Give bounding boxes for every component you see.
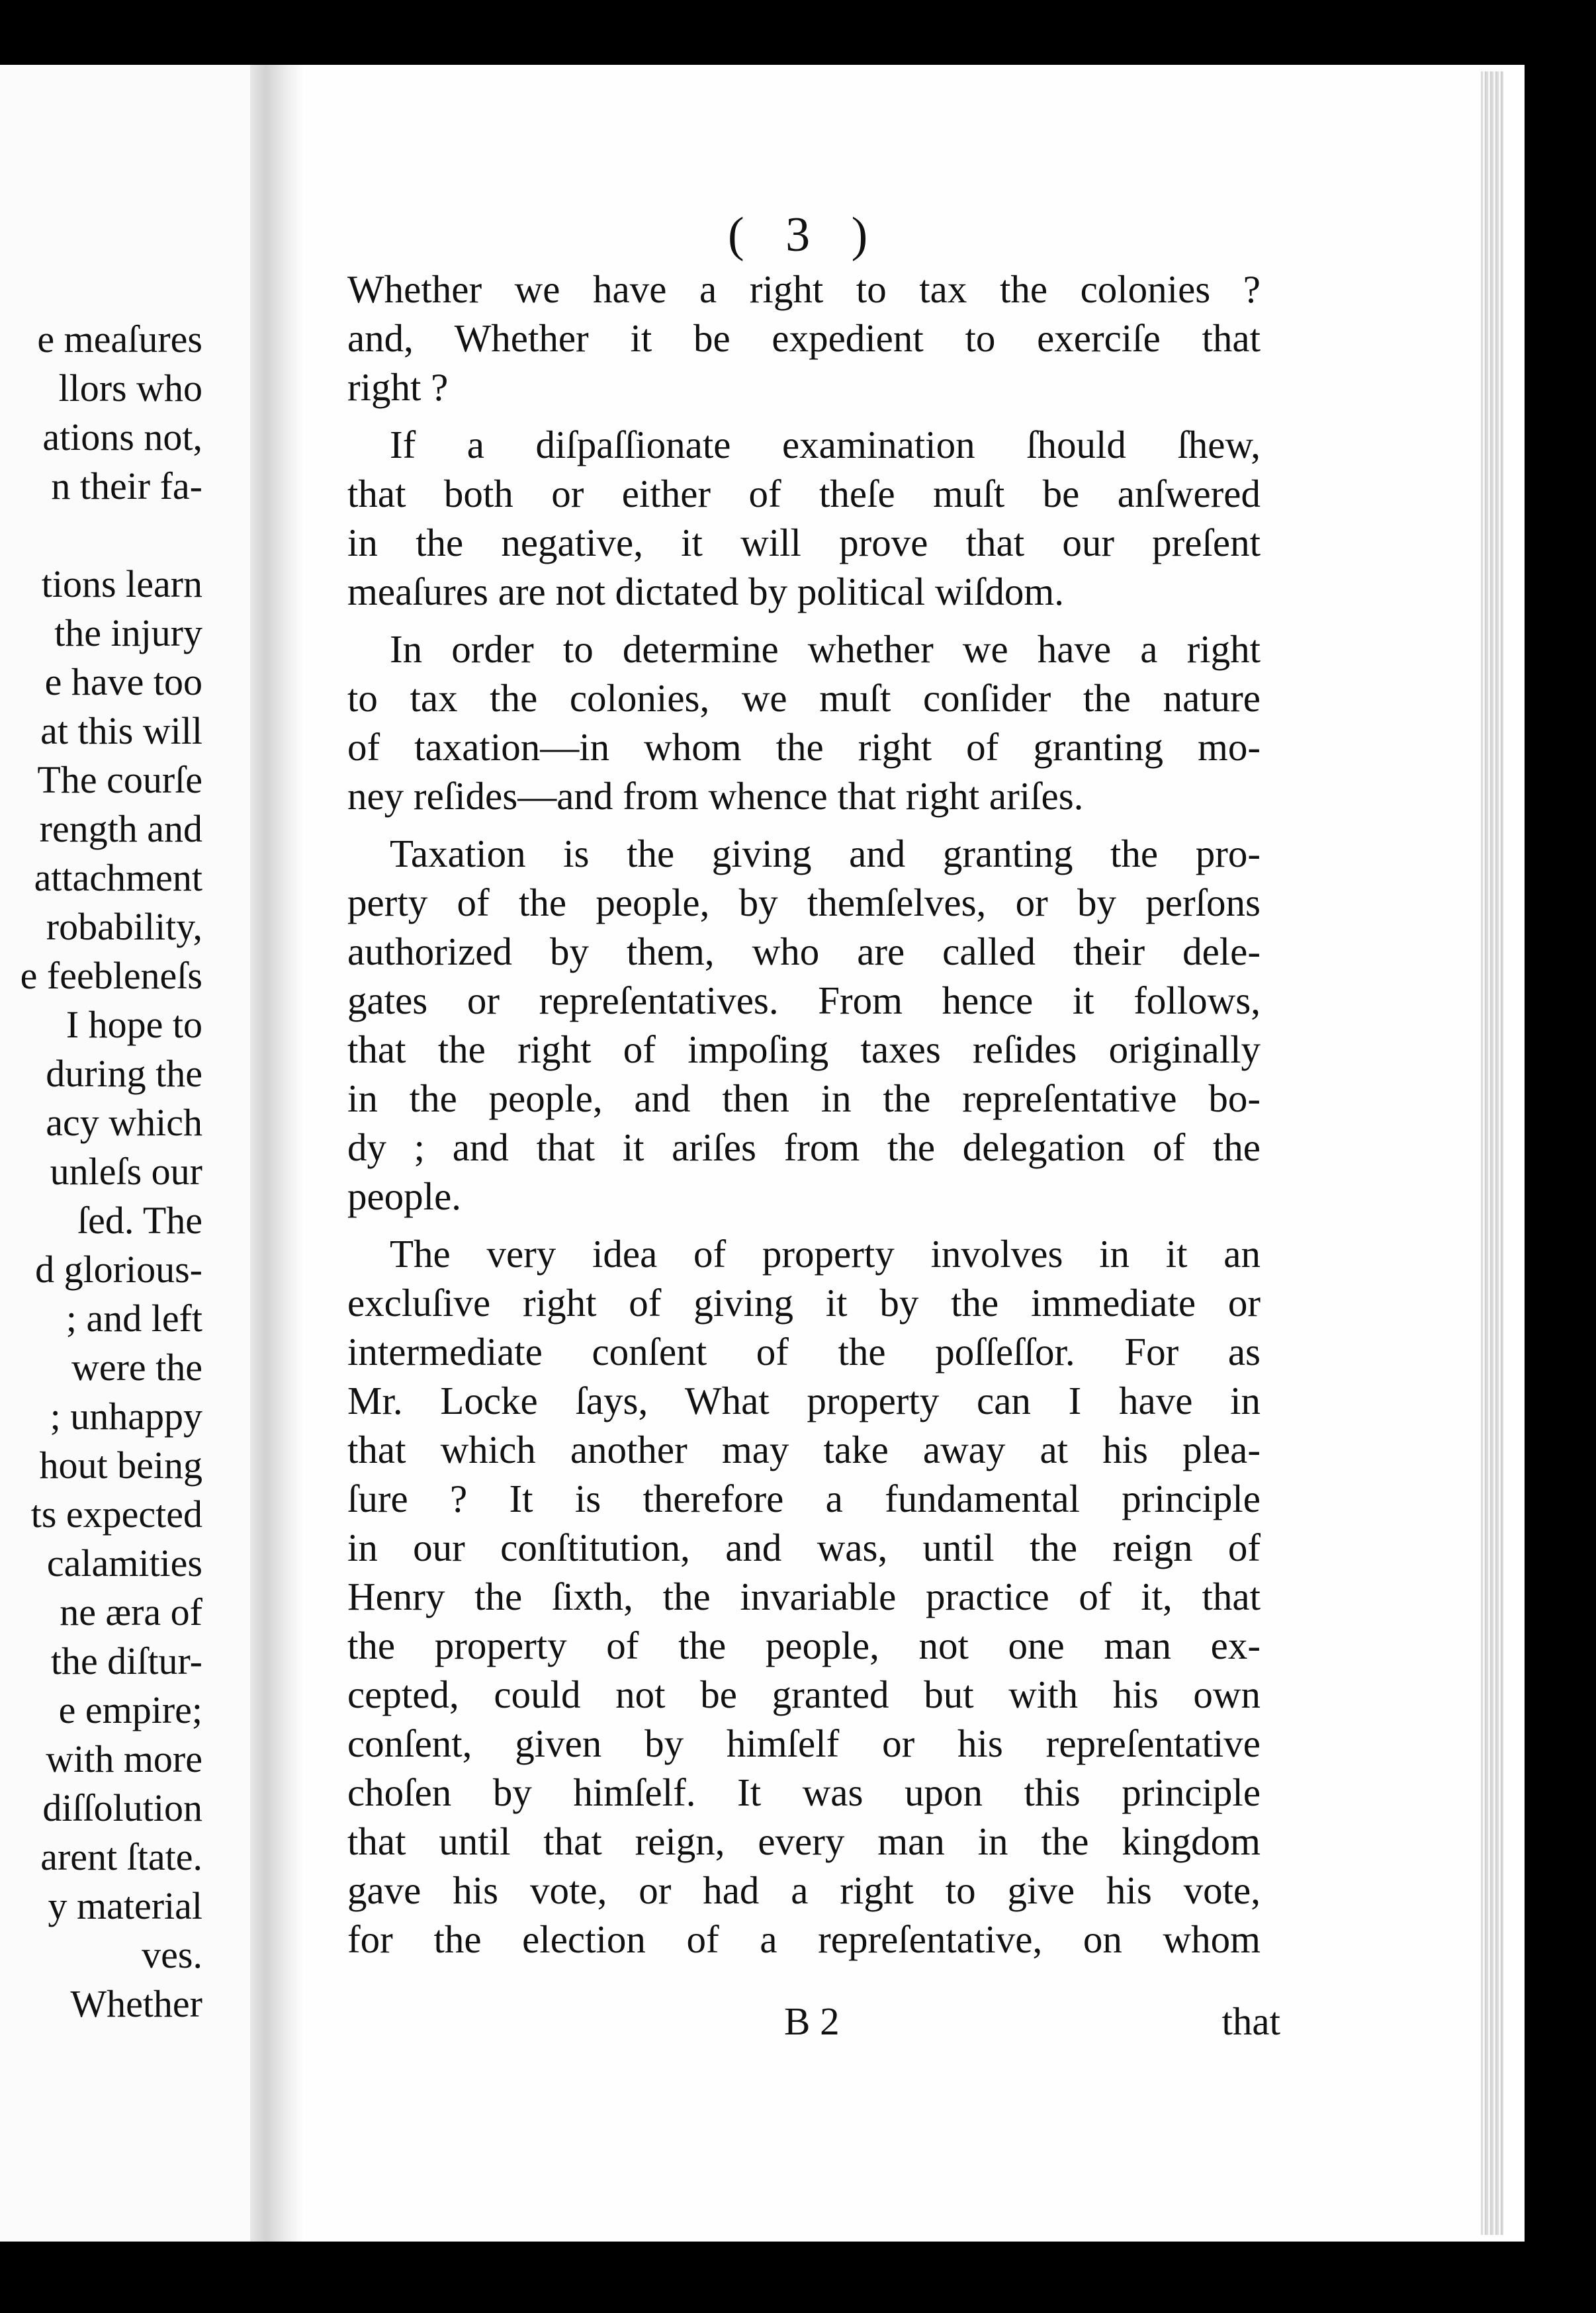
left-page-line: The courſe — [37, 758, 202, 801]
text-line: conſent, given by himſelf or his repreſentative — [347, 1722, 1261, 1765]
text-line: cepted, could not be granted but with his own — [347, 1673, 1261, 1716]
text-line: meaſures are not dictated by political wiſdom. — [347, 570, 1064, 613]
left-page-line: e empire; — [58, 1688, 202, 1731]
left-page-line: at this will — [40, 709, 202, 752]
text-line: choſen by himſelf. It was upon this principle — [347, 1770, 1261, 1814]
signature-mark: B 2 — [784, 1999, 840, 2043]
text-line: people. — [347, 1174, 462, 1218]
left-page-line: attachment — [34, 856, 202, 899]
text-line: of taxation—in whom the right of granting mo- — [347, 725, 1261, 769]
left-page-line: the diſtur- — [50, 1639, 202, 1682]
left-page-line — [0, 511, 202, 560]
left-page-line: during the — [46, 1052, 202, 1095]
left-page-line: were the — [71, 1346, 202, 1389]
text-line: excluſive right of giving it by the immediate or — [347, 1281, 1261, 1325]
text-line: in the people, and then in the repreſentative bo- — [347, 1076, 1261, 1120]
left-page-line: tions learn — [41, 562, 202, 605]
catchword: that — [1221, 1999, 1280, 2043]
left-page-line: ; and left — [66, 1297, 202, 1340]
text-line: In order to determine whether we have a right — [390, 627, 1261, 671]
left-page-line: Whether — [70, 1982, 202, 2025]
left-page-line: d glorious- — [35, 1248, 202, 1291]
text-line: in the negative, it will prove that our preſent — [347, 521, 1261, 564]
paragraph — [347, 625, 1261, 820]
left-page-line: n their fa- — [51, 464, 202, 507]
text-line: ney reſides—and from whence that right ariſes. — [347, 774, 1084, 818]
text-line: gave his vote, or had a right to give his vote, — [347, 1868, 1261, 1912]
paragraph-gap — [347, 616, 1261, 625]
left-page-line: ations not, — [42, 415, 202, 458]
left-page-line: ne æra of — [60, 1591, 202, 1634]
text-line: Henry the ſixth, the invariable practice of it, that — [347, 1575, 1261, 1618]
left-page-line: acy which — [46, 1101, 202, 1144]
page-number: ( 3 ) — [728, 208, 883, 262]
book-gutter — [250, 65, 303, 2242]
page-edge-shading — [1481, 71, 1503, 2235]
paragraph — [347, 420, 1261, 616]
left-page-line: llors who — [58, 367, 202, 410]
left-page-line: y material — [48, 1884, 202, 1927]
text-line: intermediate conſent of the poſſeſſor. For as — [347, 1330, 1261, 1374]
text-line: If a diſpaſſionate examination ſhould ſhew, — [390, 423, 1261, 466]
paragraph-gap — [347, 412, 1261, 420]
scanned-spread — [0, 65, 1525, 2242]
text-line: for the election of a repreſentative, on whom — [347, 1917, 1261, 1961]
left-page-line: calamities — [46, 1542, 202, 1585]
left-page-line: robability, — [46, 905, 202, 948]
text-line: that until that reign, every man in the kingdom — [347, 1819, 1261, 1863]
text-line: to tax the colonies, we muſt conſider the nature — [347, 676, 1261, 720]
text-line: Mr. Locke ſays, What property can I have in — [347, 1379, 1261, 1422]
left-page-line: the injury — [54, 611, 202, 654]
left-page-line: e have too — [44, 660, 202, 703]
text-line: right ? — [347, 365, 449, 409]
left-page-line: ſed. The — [77, 1199, 202, 1242]
left-page-line: with more — [46, 1737, 202, 1780]
left-page-line: unleſs our — [50, 1150, 202, 1193]
paragraph — [347, 829, 1261, 1221]
text-line: dy ; and that it ariſes from the delegation of the — [347, 1125, 1261, 1169]
paragraph-gap — [347, 820, 1261, 829]
text-line: the property of the people, not one man ex- — [347, 1624, 1261, 1667]
body-text — [347, 265, 1261, 1964]
left-page-line: arent ſtate. — [40, 1835, 202, 1878]
text-line: The very idea of property involves in it an — [390, 1232, 1261, 1276]
left-page-line: ; unhappy — [50, 1395, 202, 1438]
left-page-text — [0, 315, 202, 2029]
left-page-line: e feebleneſs — [20, 954, 202, 997]
text-line: that which another may take away at his plea- — [347, 1428, 1261, 1471]
left-page-line: e meaſures — [37, 318, 202, 361]
text-line: Whether we have a right to tax the colonies ? — [347, 267, 1261, 311]
text-line: gates or repreſentatives. From hence it follows, — [347, 979, 1261, 1022]
text-line: ſure ? It is therefore a fundamental principle — [347, 1477, 1261, 1520]
page-footer — [347, 1997, 1287, 2046]
left-page-line: ts expected — [30, 1493, 202, 1536]
text-line: in our conſtitution, and was, until the reign of — [347, 1526, 1261, 1569]
text-line: that the right of impoſing taxes reſides originally — [347, 1027, 1261, 1071]
left-page-line: I hope to — [66, 1003, 202, 1046]
left-page-fragment — [0, 65, 250, 2242]
left-page-line: diſſolution — [42, 1786, 202, 1829]
paragraph — [347, 265, 1261, 412]
left-page-line: rength and — [39, 807, 202, 850]
text-line: that both or either of theſe muſt be anſwered — [347, 472, 1261, 515]
paragraph-gap — [347, 1221, 1261, 1229]
left-page-line: ves. — [142, 1933, 202, 1976]
text-line: perty of the people, by themſelves, or by perſons — [347, 881, 1261, 924]
left-page-line: hout being — [39, 1444, 202, 1487]
paragraph — [347, 1229, 1261, 1964]
text-line: and, Whether it be expedient to exerciſe that — [347, 316, 1261, 360]
text-line: authorized by them, who are called their dele- — [347, 930, 1261, 973]
text-line: Taxation is the giving and granting the pro- — [390, 832, 1261, 875]
